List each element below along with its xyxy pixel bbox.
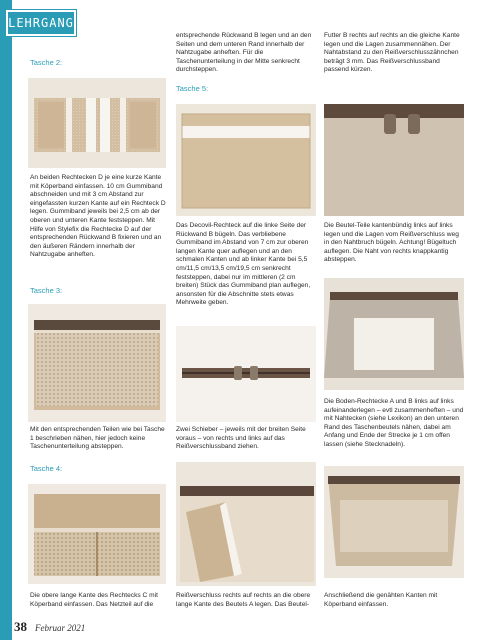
page-footer (14, 618, 85, 636)
photo-boden-genaeht (324, 466, 464, 578)
text-tasche-3: Mit den entsprechenden Teilen wie bei Tasche 1 beschrieben nähen, hier jedoch keine Taschenunterteilung absteppen. (30, 426, 165, 451)
heading-tasche-5: Tasche 5: (176, 84, 209, 93)
page-number: 38 (14, 619, 27, 634)
text-schieber: Zwei Schieber – jeweils mit der breiten Seite voraus – von rechts und links auf das Reißverschlussband ziehen. (176, 426, 306, 451)
text-col2-intro: entsprechende Rückwand B legen und an den Seiten und dem unteren Rand innerhalb der Nahtzugabe anheften. Für die Taschenunterteilung in der Mitte senkrecht durchsteppen. (176, 32, 312, 74)
photo-tasche-4 (28, 484, 166, 584)
accent-side-bar (0, 0, 12, 640)
text-reissverschluss: Reißverschluss rechts auf rechts an die obere lange Kante des Beutels A legen. Das Beutel- (176, 592, 311, 608)
text-col3-intro: Futter B rechts auf rechts an die gleiche Kante legen und die Lagen zusammennähen. Der Nahtabstand zu den Reißverschlusszähnchen beträgt 3 mm. Das Reißverschlussband passend kürzen. (324, 32, 460, 74)
photo-zipper-closeup (324, 104, 464, 216)
section-tag: LEHRGANG (6, 10, 76, 36)
issue-month: Februar 2021 (35, 623, 86, 633)
photo-reissverschluss-annaehen (176, 462, 316, 586)
heading-tasche-3: Tasche 3: (30, 286, 63, 295)
text-tasche-5: Das Decovil-Rechteck auf die linke Seite der Rückwand B bügeln. Das verbliebene Gummiband im Abstand von 7 cm zur oberen langen Kante quer auflegen und an den schmalen Kanten und ab linker Kante bei 5,5 cm/11,5 cm/13,5 cm/19,5 cm senkrecht feststeppen, dabei nur im mittleren (2 cm breiten) Stück das Gummiband plan auflegen, ansonsten für die Abschnitte stets etwas Mehrweite geben. (176, 222, 311, 307)
heading-tasche-2: Tasche 2: (30, 58, 63, 67)
text-beutel-teile: Die Beutel-Teile kantenbündig links auf links legen und die Lagen vom Reißverschluss weg in den Nahtbruch bügeln. Achtung! Bügeltuch auflegen. Die Naht von rechts knappkantig absteppen. (324, 222, 459, 264)
text-tasche-4: Die obere lange Kante des Rechtecks C mit Köperband einfassen. Das Netzteil auf die (30, 592, 158, 608)
text-boden-rechtecke: Die Boden-Rechtecke A und B links auf links aufeinanderlegen – evtl zusammenheften – und mit Nahtecken (siehe Lexikon) an den unteren Rand des Taschenbeutels nähen, dabei am Anfang und Ende der Strecke je 1 cm offen lassen (siehe Stecknadeln). (324, 398, 464, 448)
heading-tasche-4: Tasche 4: (30, 464, 63, 473)
photo-zipper-sliders (176, 326, 316, 422)
text-tasche-2: An beiden Rechtecken D je eine kurze Kante mit Köperband einfassen. 10 cm Gummiband abschneiden und mit 3 cm Abstand zur eingefassten kurzen Kante auf ein Rechteck D legen. Gummiband jeweils bei 2,5 cm ab der oberen und unteren Kante feststeppen. Mit Hilfe von Stylefix die Rechtecke D auf der entsprechenden Rückwand B fixieren und an den äußeren Rändern innerhalb der Nahtzugabe anheften. (30, 174, 166, 259)
photo-beutel-gefaltet (324, 278, 464, 390)
text-anschliessend: Anschließend die genähten Kanten mit Köperband einfassen. (324, 592, 438, 608)
photo-tasche-3 (28, 304, 166, 422)
photo-tasche-5 (176, 104, 316, 216)
photo-tasche-2 (28, 78, 166, 168)
